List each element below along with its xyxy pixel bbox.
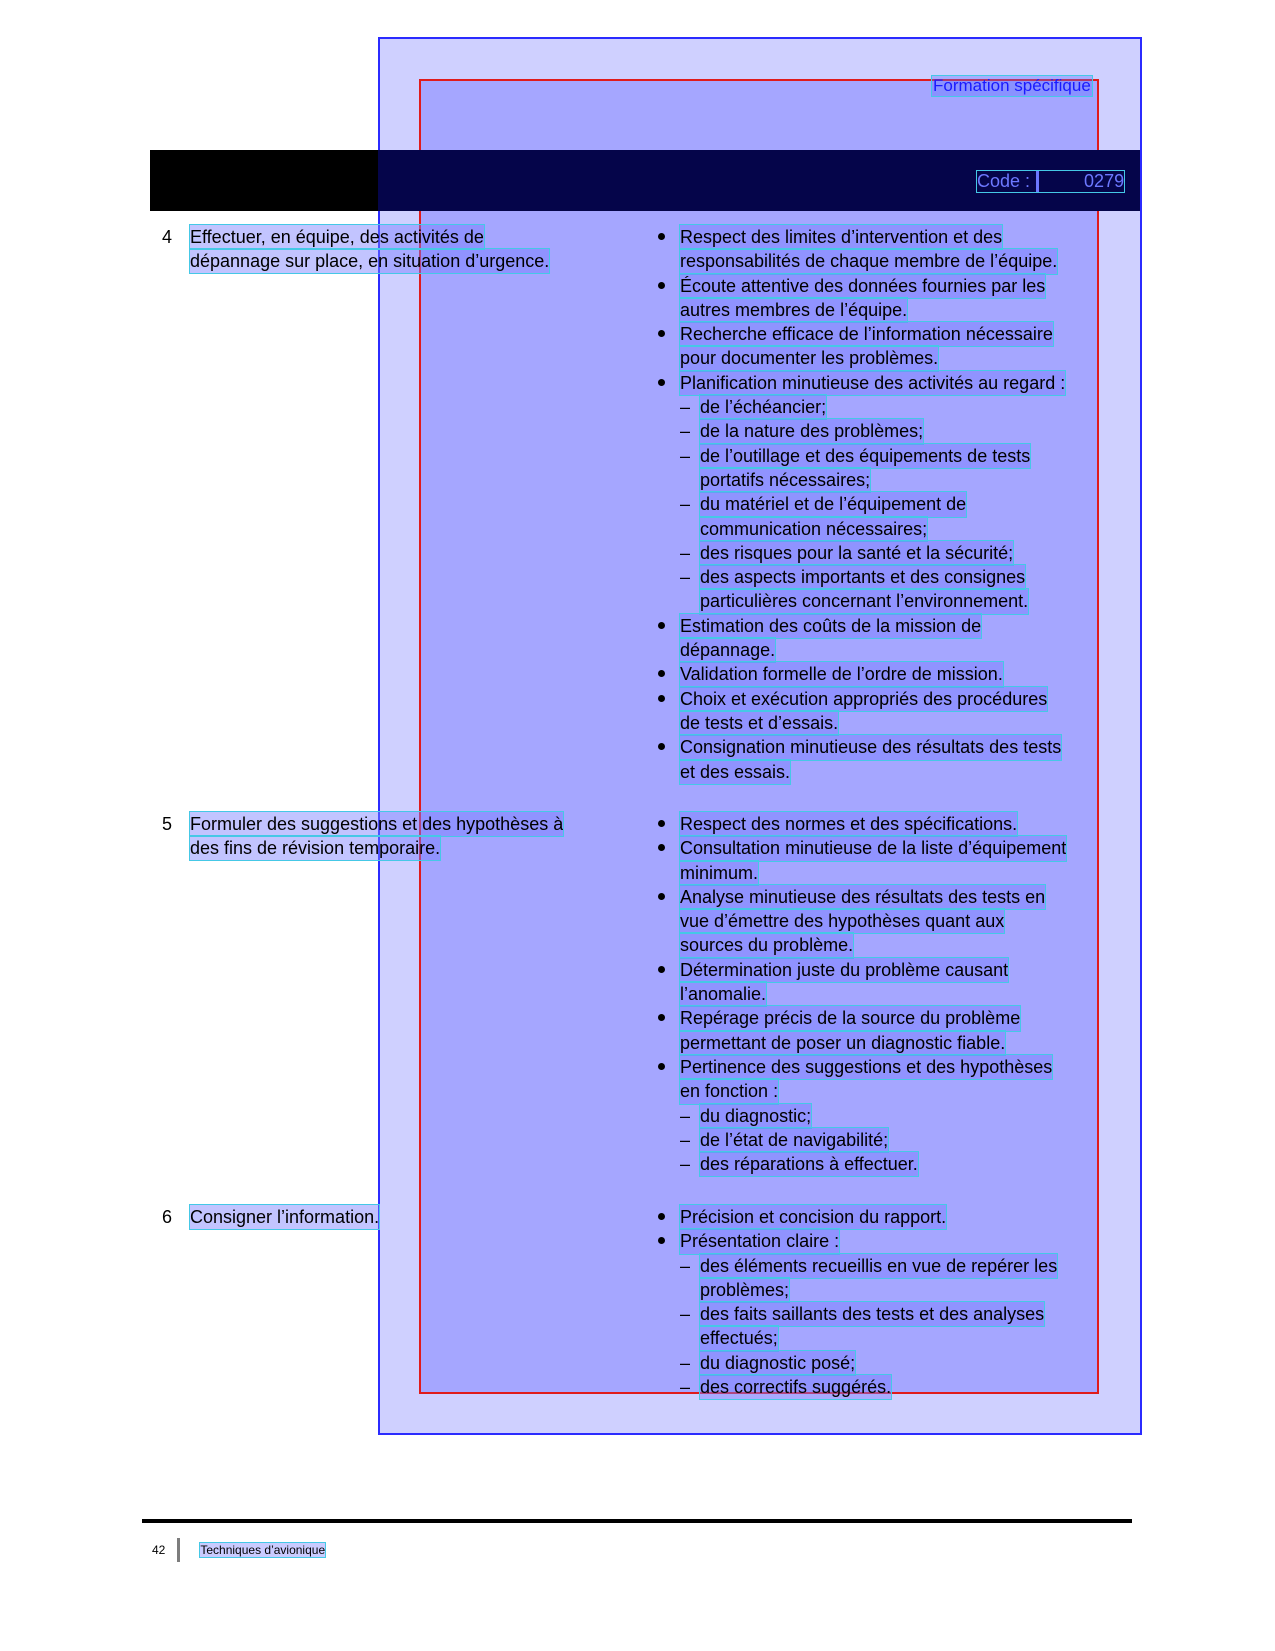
criterion-line: Écoute attentive des données fournies par les bbox=[680, 274, 1045, 298]
criterion bbox=[656, 687, 1126, 736]
task-text bbox=[190, 225, 660, 273]
task-text-line: Consigner l’information. bbox=[190, 1207, 380, 1227]
sub-criterion-line: du diagnostic; bbox=[700, 1104, 811, 1128]
sub-criterion: – du diagnostic; bbox=[656, 1104, 1126, 1128]
page-footer bbox=[152, 1538, 325, 1562]
footer-separator bbox=[177, 1538, 180, 1562]
criterion-line: Détermination juste du problème causant bbox=[680, 958, 1008, 982]
program-code bbox=[977, 171, 1124, 192]
criterion-line: Respect des normes et des spécifications. bbox=[680, 812, 1017, 836]
criterion bbox=[656, 958, 1126, 1007]
sub-criterion: – des faits saillants des tests et des analyses effectués; bbox=[656, 1302, 1126, 1351]
criterion bbox=[656, 1229, 1126, 1253]
criterion bbox=[656, 1055, 1126, 1104]
document-title: Techniques d’avionique bbox=[200, 1543, 326, 1557]
sub-criterion-line: des risques pour la santé et la sécurité; bbox=[700, 541, 1013, 565]
criterion-line: Précision et concision du rapport. bbox=[680, 1205, 946, 1229]
criteria-list-4 bbox=[656, 225, 1126, 784]
criterion-line: permettant de poser un diagnostic fiable. bbox=[680, 1031, 1005, 1055]
criterion bbox=[656, 614, 1126, 663]
criterion-line: responsabilités de chaque membre de l’équipe. bbox=[680, 249, 1057, 273]
task-text-line: dépannage sur place, en situation d’urgence. bbox=[190, 251, 550, 271]
criterion-line: Consignation minutieuse des résultats des tests bbox=[680, 735, 1061, 759]
criterion-line: vue d’émettre des hypothèses quant aux bbox=[680, 909, 1004, 933]
task-number: 6 bbox=[162, 1207, 173, 1227]
criterion-line: minimum. bbox=[680, 861, 758, 885]
criterion bbox=[656, 225, 1126, 274]
criteria-list-6 bbox=[656, 1205, 1126, 1399]
sub-criterion: – des correctifs suggérés. bbox=[656, 1375, 1126, 1399]
code-value: 0279 bbox=[1084, 171, 1125, 191]
sub-criterion-line: de l’état de navigabilité; bbox=[700, 1128, 888, 1152]
sub-criterion: – de l’outillage et des équipements de tests portatifs nécessaires; bbox=[656, 444, 1126, 493]
sub-criterion: – de la nature des problèmes; bbox=[656, 419, 1126, 443]
criterion-line: sources du problème. bbox=[680, 933, 853, 957]
sub-criterion-line: portatifs nécessaires; bbox=[700, 468, 870, 492]
criterion-line: Consultation minutieuse de la liste d’équipement bbox=[680, 836, 1066, 860]
criterion-line: Estimation des coûts de la mission de bbox=[680, 614, 981, 638]
criterion-line: Choix et exécution appropriés des procédures bbox=[680, 687, 1047, 711]
criterion bbox=[656, 885, 1126, 958]
footer-rule bbox=[142, 1519, 1132, 1523]
criterion bbox=[656, 322, 1126, 371]
sub-criterion-line: de la nature des problèmes; bbox=[700, 419, 923, 443]
task-text bbox=[190, 1205, 660, 1229]
criterion bbox=[656, 836, 1126, 885]
criterion-line: Repérage précis de la source du problème bbox=[680, 1006, 1020, 1030]
criterion-line: Analyse minutieuse des résultats des tests en bbox=[680, 885, 1045, 909]
task-number: 5 bbox=[162, 814, 173, 834]
criterion-line: pour documenter les problèmes. bbox=[680, 346, 938, 370]
page-number: 42 bbox=[152, 1543, 166, 1557]
section-title: Formation spécifique bbox=[933, 76, 1091, 95]
criterion-line: Respect des limites d’intervention et des bbox=[680, 225, 1002, 249]
sub-criterion: – de l’état de navigabilité; bbox=[656, 1128, 1126, 1152]
sub-criterion: – des aspects importants et des consignes particulières concernant l’environnement. bbox=[656, 565, 1126, 614]
criterion bbox=[656, 1006, 1126, 1055]
criterion-line: autres membres de l’équipe. bbox=[680, 298, 907, 322]
criterion bbox=[656, 662, 1126, 686]
sub-criterion: – des éléments recueillis en vue de repérer les problèmes; bbox=[656, 1254, 1126, 1303]
sub-criterion: – du matériel et de l’équipement de communication nécessaires; bbox=[656, 492, 1126, 541]
task-text-line: des fins de révision temporaire. bbox=[190, 838, 441, 858]
criterion-line: Pertinence des suggestions et des hypothèses bbox=[680, 1055, 1052, 1079]
sub-criterion-line: effectués; bbox=[700, 1326, 778, 1350]
criterion bbox=[656, 274, 1126, 323]
sub-criterion: – des réparations à effectuer. bbox=[656, 1152, 1126, 1176]
sub-criterion-line: des correctifs suggérés. bbox=[700, 1375, 891, 1399]
sub-criterion-line: des réparations à effectuer. bbox=[700, 1152, 918, 1176]
criterion-line: Planification minutieuse des activités au regard : bbox=[680, 371, 1065, 395]
criterion bbox=[656, 1205, 1126, 1229]
sub-criterion-line: de l’échéancier; bbox=[700, 395, 826, 419]
task-text bbox=[190, 812, 660, 860]
criterion-line: et des essais. bbox=[680, 760, 790, 784]
criterion-line: de tests et d’essais. bbox=[680, 711, 838, 735]
sub-criterion-line: des aspects importants et des consignes bbox=[700, 565, 1025, 589]
task-number: 4 bbox=[162, 227, 173, 247]
sub-criterion-line: problèmes; bbox=[700, 1278, 789, 1302]
sub-criterion-line: particulières concernant l’environnement. bbox=[700, 589, 1028, 613]
sub-criterion-line: du diagnostic posé; bbox=[700, 1351, 855, 1375]
criterion bbox=[656, 371, 1126, 395]
code-label: Code : bbox=[977, 171, 1039, 192]
sub-criterion-line: communication nécessaires; bbox=[700, 517, 927, 541]
sub-criterion-line: du matériel et de l’équipement de bbox=[700, 492, 966, 516]
criterion bbox=[656, 735, 1126, 784]
criterion-line: Recherche efficace de l’information nécessaire bbox=[680, 322, 1053, 346]
task-text-line: Effectuer, en équipe, des activités de bbox=[190, 227, 484, 247]
sub-criterion: – des risques pour la santé et la sécurité; bbox=[656, 541, 1126, 565]
criteria-list-5 bbox=[656, 812, 1126, 1176]
sub-criterion-line: des éléments recueillis en vue de repérer les bbox=[700, 1254, 1057, 1278]
criterion-line: dépannage. bbox=[680, 638, 775, 662]
criterion-line: l’anomalie. bbox=[680, 982, 766, 1006]
sub-criterion-line: des faits saillants des tests et des analyses bbox=[700, 1302, 1044, 1326]
sub-criterion-line: de l’outillage et des équipements de tests bbox=[700, 444, 1030, 468]
task-text-line: Formuler des suggestions et des hypothèses à bbox=[190, 814, 564, 834]
criterion bbox=[656, 812, 1126, 836]
criterion-line: Validation formelle de l’ordre de mission. bbox=[680, 662, 1003, 686]
criterion-line: en fonction : bbox=[680, 1079, 778, 1103]
criterion-line: Présentation claire : bbox=[680, 1229, 839, 1253]
sub-criterion: – de l’échéancier; bbox=[656, 395, 1126, 419]
sub-criterion: – du diagnostic posé; bbox=[656, 1351, 1126, 1375]
